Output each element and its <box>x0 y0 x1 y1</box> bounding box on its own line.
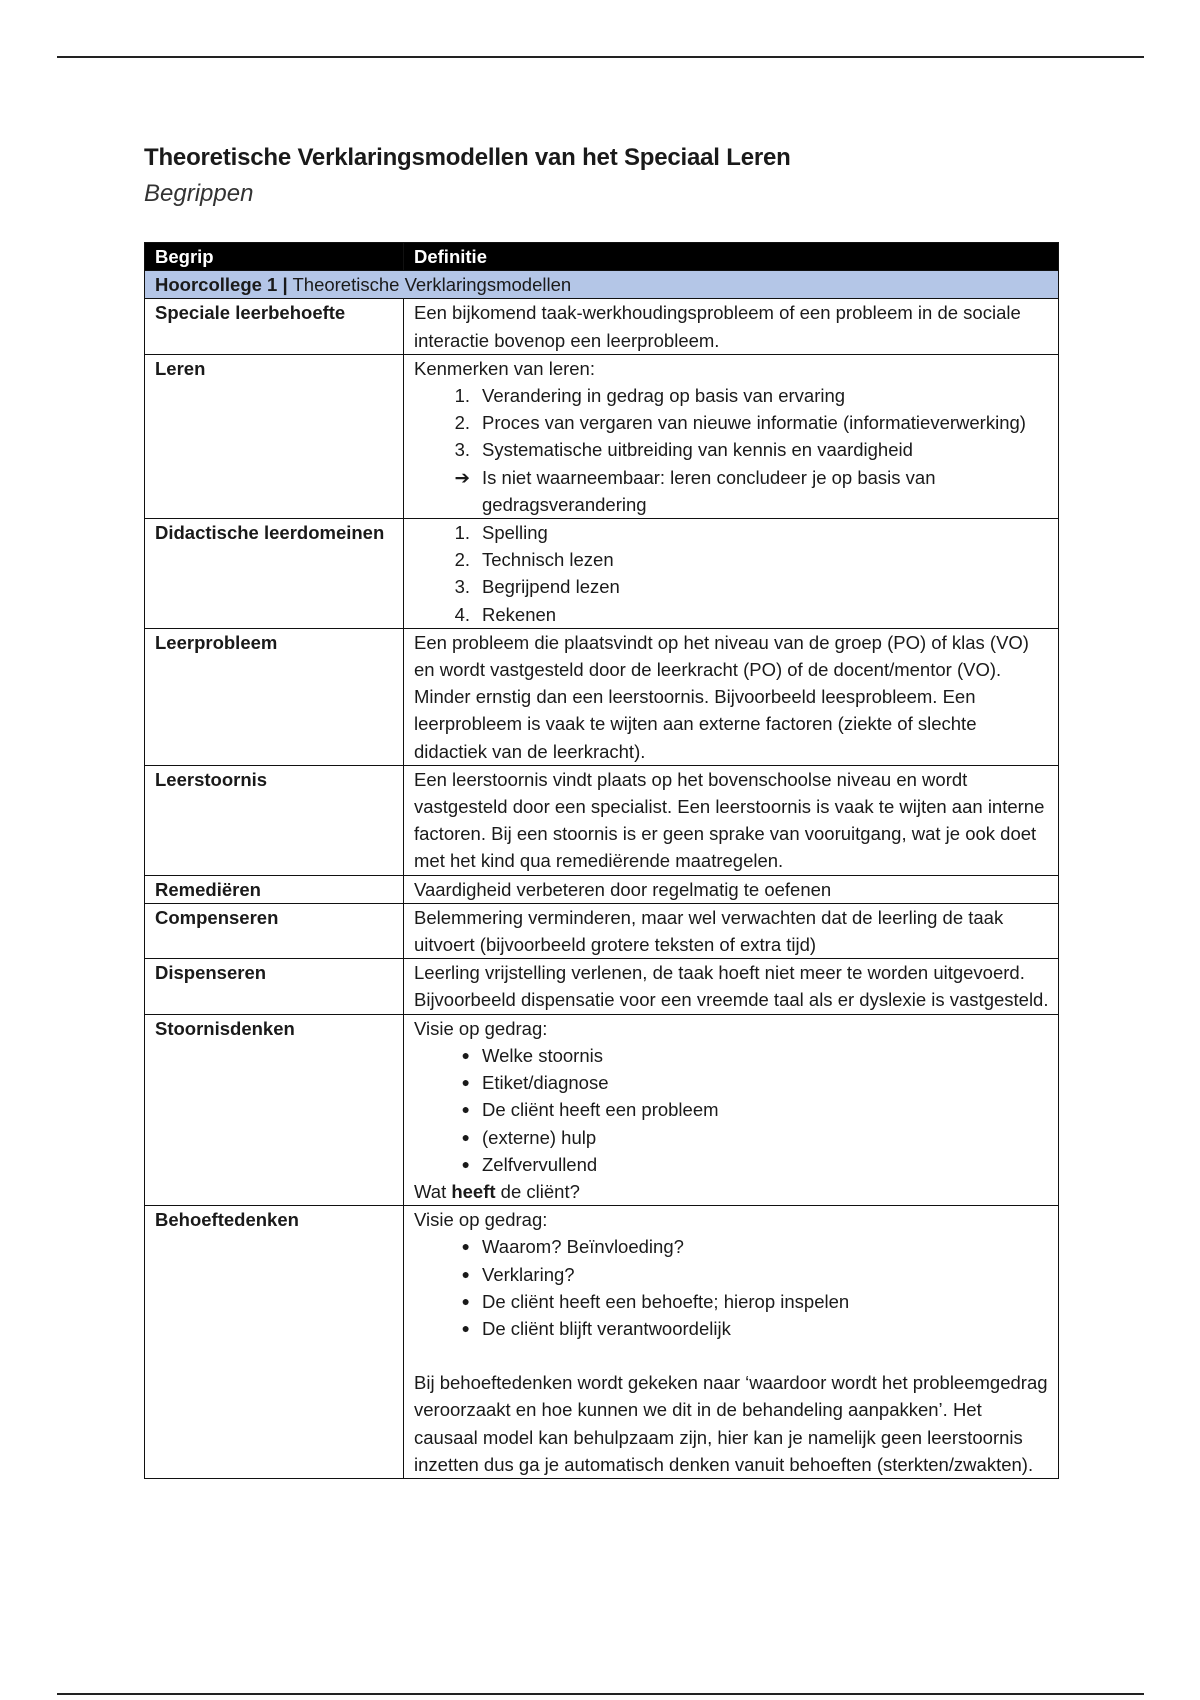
bullet-icon: ● <box>461 1292 470 1309</box>
list-item: ● Welke stoornis <box>414 1042 1050 1069</box>
definition-cell <box>404 519 1059 629</box>
list-item: 3. Systematische uitbreiding van kennis en vaardigheid <box>454 439 913 461</box>
list-item: ● De cliënt heeft een probleem <box>414 1096 1050 1123</box>
bullet-icon: ● <box>461 1074 470 1091</box>
document-title: Theoretische Verklaringsmodellen van het Speciaal Leren <box>144 144 791 171</box>
list-item: 4. Rekenen <box>454 603 557 625</box>
list-item: 2. Proces van vergaren van nieuwe informatie (informatieverwerking) <box>454 412 1026 434</box>
definition-cell: Een bijkomend taak-werkhoudingsprobleem of een probleem in de sociale interactie bovenop een leerprobleem. <box>404 299 1059 354</box>
definition-cell: Vaardigheid verbeteren door regelmatig te oefenen <box>404 875 1059 903</box>
section-title: Theoretische Verklaringsmodellen <box>292 274 572 296</box>
footer-rule <box>57 1693 1144 1695</box>
definition-cell: Een probleem die plaatsvindt op het niveau van de groep (PO) of klas (VO) en wordt vastgesteld door de leerkracht (PO) of de docent/mentor (VO). Minder ernstig dan een leerstoornis. Bijvoorbeeld leesprobleem. Een leerprobleem is vaak te wijten aan externe factoren (ziekte of slechte didactiek van de leerkracht). <box>404 628 1059 765</box>
definition-outro: Wat heeft de cliënt? <box>414 1180 580 1202</box>
term-cell: Behoeftedenken <box>145 1206 404 1479</box>
table-row <box>145 628 1059 765</box>
terms-table <box>144 242 1059 1479</box>
definition-cell <box>404 1014 1059 1205</box>
term-cell: Stoornisdenken <box>145 1014 404 1205</box>
definition-cell <box>404 1206 1059 1479</box>
section-label: Hoorcollege 1 <box>155 274 278 296</box>
list-item: ● De cliënt heeft een behoefte; hierop inspelen <box>414 1288 1050 1315</box>
list-item: 2. Technisch lezen <box>454 549 614 571</box>
definition-cell <box>404 354 1059 518</box>
term-cell: Compenseren <box>145 903 404 958</box>
section-heading <box>145 271 1059 299</box>
bullet-icon: ● <box>461 1238 470 1255</box>
definition-paragraph: Bij behoeftedenken wordt gekeken naar ‘waardoor wordt het probleemgedrag veroorzaakt en hoe kunnen we dit in de behandeling aanpakken’. Het causaal model kan behulpzaam zijn, hier kan je namelijk geen leerstoornis inzetten dus ga je automatisch denken vanuit behoeften (sterkten/zwakten). <box>414 1372 1048 1475</box>
table-row <box>145 354 1059 518</box>
column-header-term: Begrip <box>145 243 404 271</box>
term-cell: Dispenseren <box>145 959 404 1014</box>
bullet-icon: ● <box>461 1046 470 1063</box>
term-cell: Leerprobleem <box>145 628 404 765</box>
bullet-icon: ● <box>461 1319 470 1336</box>
term-cell: Leerstoornis <box>145 765 404 875</box>
list-item: ● Verklaring? <box>414 1261 1050 1288</box>
definition-intro: Visie op gedrag: <box>414 1017 548 1039</box>
table-row <box>145 959 1059 1014</box>
bullet-icon: ● <box>461 1265 470 1282</box>
table-row <box>145 903 1059 958</box>
bullet-icon: ● <box>461 1101 470 1118</box>
bullet-icon: ● <box>461 1155 470 1172</box>
term-cell: Leren <box>145 354 404 518</box>
list-item: 3. Begrijpend lezen <box>454 576 620 598</box>
term-cell: Remediëren <box>145 875 404 903</box>
definition-cell: Leerling vrijstelling verlenen, de taak hoeft niet meer te worden uitgevoerd. Bijvoorbeeld dispensatie voor een vreemde taal als er dyslexie is vastgesteld. <box>404 959 1059 1014</box>
header-rule <box>57 56 1144 58</box>
arrow-icon: ➔ <box>454 466 470 488</box>
table-row <box>145 1206 1059 1479</box>
list-item: ● (externe) hulp <box>414 1124 1050 1151</box>
table-row <box>145 299 1059 354</box>
table-row <box>145 1014 1059 1205</box>
list-item: ● Etiket/diagnose <box>414 1069 1050 1096</box>
column-header-definition: Definitie <box>404 243 1059 271</box>
list-item: ● Waarom? Beïnvloeding? <box>414 1233 1050 1260</box>
definition-intro: Kenmerken van leren: <box>414 357 595 379</box>
term-cell: Didactische leerdomeinen <box>145 519 404 629</box>
definition-cell: Belemmering verminderen, maar wel verwachten dat de leerling de taak uitvoert (bijvoorbeeld grotere teksten of extra tijd) <box>404 903 1059 958</box>
section-row <box>145 271 1059 299</box>
section-separator: | <box>282 274 288 296</box>
definition-intro: Visie op gedrag: <box>414 1209 548 1231</box>
document-subtitle: Begrippen <box>144 180 254 207</box>
bullet-icon: ● <box>461 1128 470 1145</box>
table-header-row <box>145 243 1059 271</box>
table-row <box>145 875 1059 903</box>
list-item: 1. Spelling <box>454 522 548 544</box>
term-cell: Speciale leerbehoefte <box>145 299 404 354</box>
definition-cell: Een leerstoornis vindt plaats op het bovenschoolse niveau en wordt vastgesteld door een specialist. Een leerstoornis is vaak te wijten aan interne factoren. Bij een stoornis is er geen sprake van vooruitgang, wat je ook doet met het kind qua remediërende maatregelen. <box>404 765 1059 875</box>
list-item: 1. Verandering in gedrag op basis van ervaring <box>454 385 846 407</box>
table-row <box>145 765 1059 875</box>
list-item: ➔ Is niet waarneembaar: leren concludeer je op basis van gedragsverandering <box>414 464 1050 518</box>
list-item: ● De cliënt blijft verantwoordelijk <box>414 1315 1050 1342</box>
list-item: ● Zelfvervullend <box>414 1151 1050 1178</box>
table-row <box>145 519 1059 629</box>
